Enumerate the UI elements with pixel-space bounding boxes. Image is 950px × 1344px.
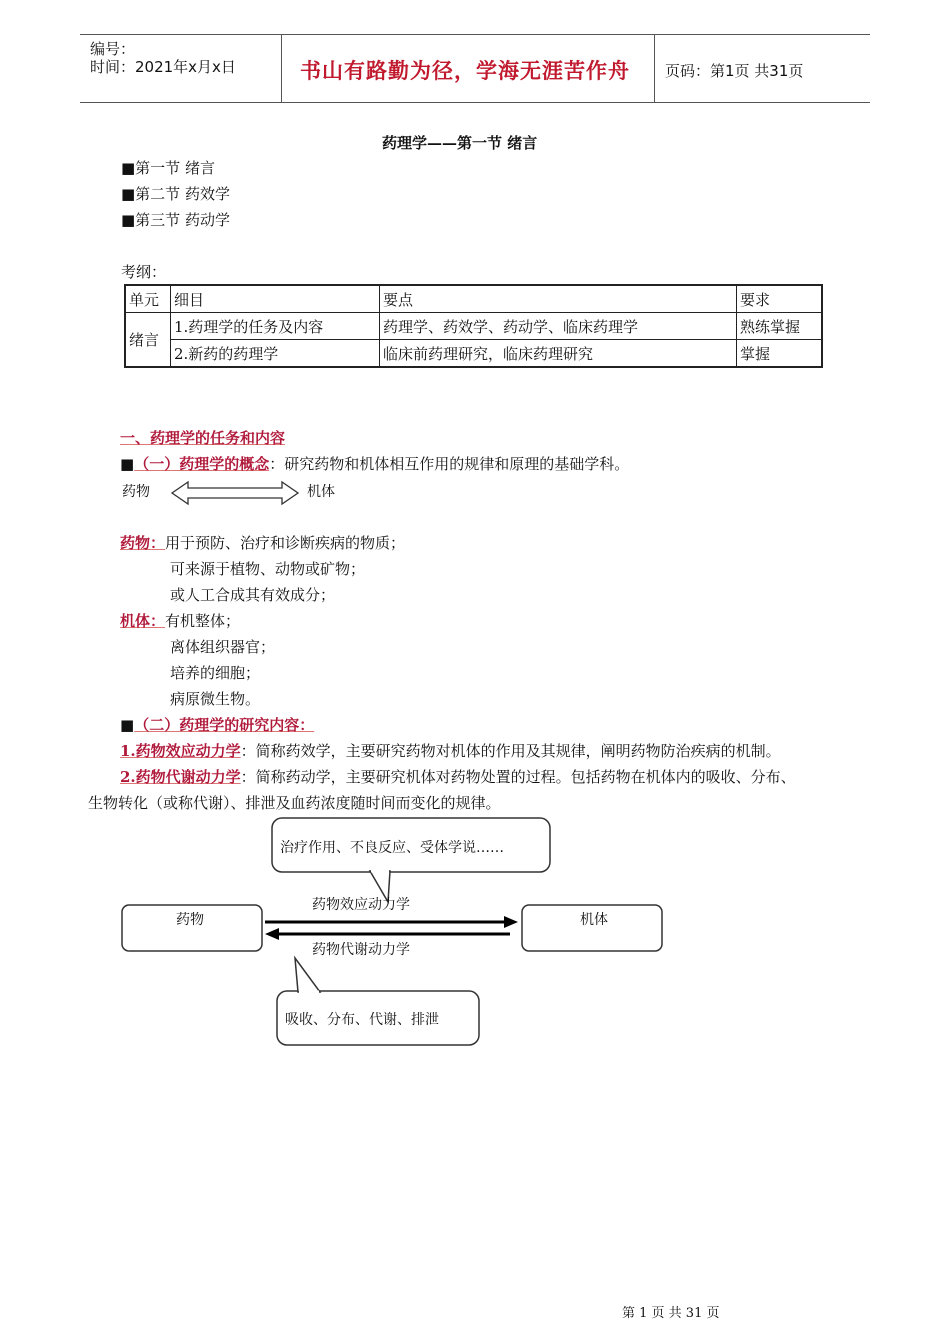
section-item: ■第一节 绪言 bbox=[121, 159, 215, 177]
pk-line bbox=[120, 767, 796, 787]
callout-top-text: 治疗作用、不良反应、受体学说…… bbox=[280, 840, 504, 856]
pk-text-continued: 生物转化（或称代谢）、排泄及血药浓度随时间而变化的规律。 bbox=[88, 794, 501, 812]
drug-box-label: 药物 bbox=[176, 912, 204, 928]
page-label: 页码：第1页 共31页 bbox=[665, 62, 804, 80]
body-line: 培养的细胞； bbox=[170, 664, 261, 682]
body-term: 机体： bbox=[120, 612, 166, 630]
table-cell: 临床前药理研究，临床药理研究 bbox=[380, 340, 737, 368]
concept-line bbox=[120, 454, 629, 474]
unit-cell: 绪言 bbox=[125, 313, 171, 368]
concept-text: ：研究药物和机体相互作用的规律和原理的基础学科。 bbox=[269, 455, 630, 473]
section-item: ■第二节 药效学 bbox=[121, 185, 230, 203]
table-row bbox=[125, 340, 822, 368]
callout-bottom-text: 吸收、分布、代谢、排泄 bbox=[285, 1012, 439, 1028]
arrow-right-label: 机体 bbox=[307, 484, 335, 500]
double-arrow-icon bbox=[170, 480, 302, 506]
table-cell: 掌握 bbox=[737, 340, 823, 368]
drug-line: 或人工合成其有效成分； bbox=[170, 586, 336, 604]
doc-title: 药理学——第一节 绪言 bbox=[382, 134, 538, 152]
page-footer: 第 1 页 共 31 页 bbox=[622, 1306, 720, 1321]
square-bullet-icon: ■ bbox=[120, 716, 135, 734]
body-line: 病原微生物。 bbox=[170, 690, 261, 708]
table-cell: 1.药理学的任务及内容 bbox=[171, 313, 380, 340]
table-cell: 2.新药的药理学 bbox=[171, 340, 380, 368]
body-line: 有机整体； bbox=[165, 612, 241, 630]
drug-term: 药物： bbox=[120, 534, 166, 552]
drug-line: 用于预防、治疗和诊断疾病的物质； bbox=[165, 534, 406, 552]
outline-label: 考纲： bbox=[121, 263, 167, 281]
research-line bbox=[120, 715, 314, 735]
table-cell: 熟练掌握 bbox=[737, 313, 823, 340]
header-cell: 单元 bbox=[125, 285, 171, 313]
time-label: 时间：2021年x月x日 bbox=[90, 58, 236, 76]
outline-table bbox=[124, 284, 823, 368]
motto: 书山有路勤为径，学海无涯苦作舟 bbox=[300, 59, 630, 83]
header-cell: 要点 bbox=[380, 285, 737, 313]
table-header-row bbox=[125, 285, 822, 313]
pk-text: ：简称药动学，主要研究机体对药物处置的过程。包括药物在机体内的吸收、分布、 bbox=[240, 768, 796, 786]
pd-text: ：简称药效学，主要研究药物对机体的作用及其规律，阐明药物防治疾病的机制。 bbox=[240, 742, 781, 760]
pd-term: 1.药物效应动力学 bbox=[120, 742, 241, 760]
table-row bbox=[125, 313, 822, 340]
pk-term: 2.药物代谢动力学 bbox=[120, 768, 241, 786]
body-box-label: 机体 bbox=[580, 912, 608, 928]
square-bullet-icon: ■ bbox=[120, 455, 135, 473]
research-heading: （二）药理学的研究内容： bbox=[134, 716, 315, 734]
section-item: ■第三节 药动学 bbox=[121, 211, 230, 229]
drug-definition bbox=[120, 533, 405, 553]
header-cell: 细目 bbox=[171, 285, 380, 313]
table-cell: 药理学、药效学、药动学、临床药理学 bbox=[380, 313, 737, 340]
body-line: 离体组织器官； bbox=[170, 638, 276, 656]
pd-line bbox=[120, 741, 781, 761]
number-label: 编号： bbox=[90, 40, 136, 58]
header-cell: 要求 bbox=[737, 285, 823, 313]
body-definition bbox=[120, 611, 240, 631]
pk-arrow-label: 药物代谢动力学 bbox=[312, 942, 410, 958]
section-heading: 一、药理学的任务和内容 bbox=[120, 429, 286, 447]
concept-heading: （一）药理学的概念 bbox=[134, 455, 270, 473]
arrow-left-label: 药物 bbox=[122, 484, 150, 500]
pd-arrow-label: 药物效应动力学 bbox=[312, 897, 410, 913]
drug-line: 可来源于植物、动物或矿物； bbox=[170, 560, 366, 578]
